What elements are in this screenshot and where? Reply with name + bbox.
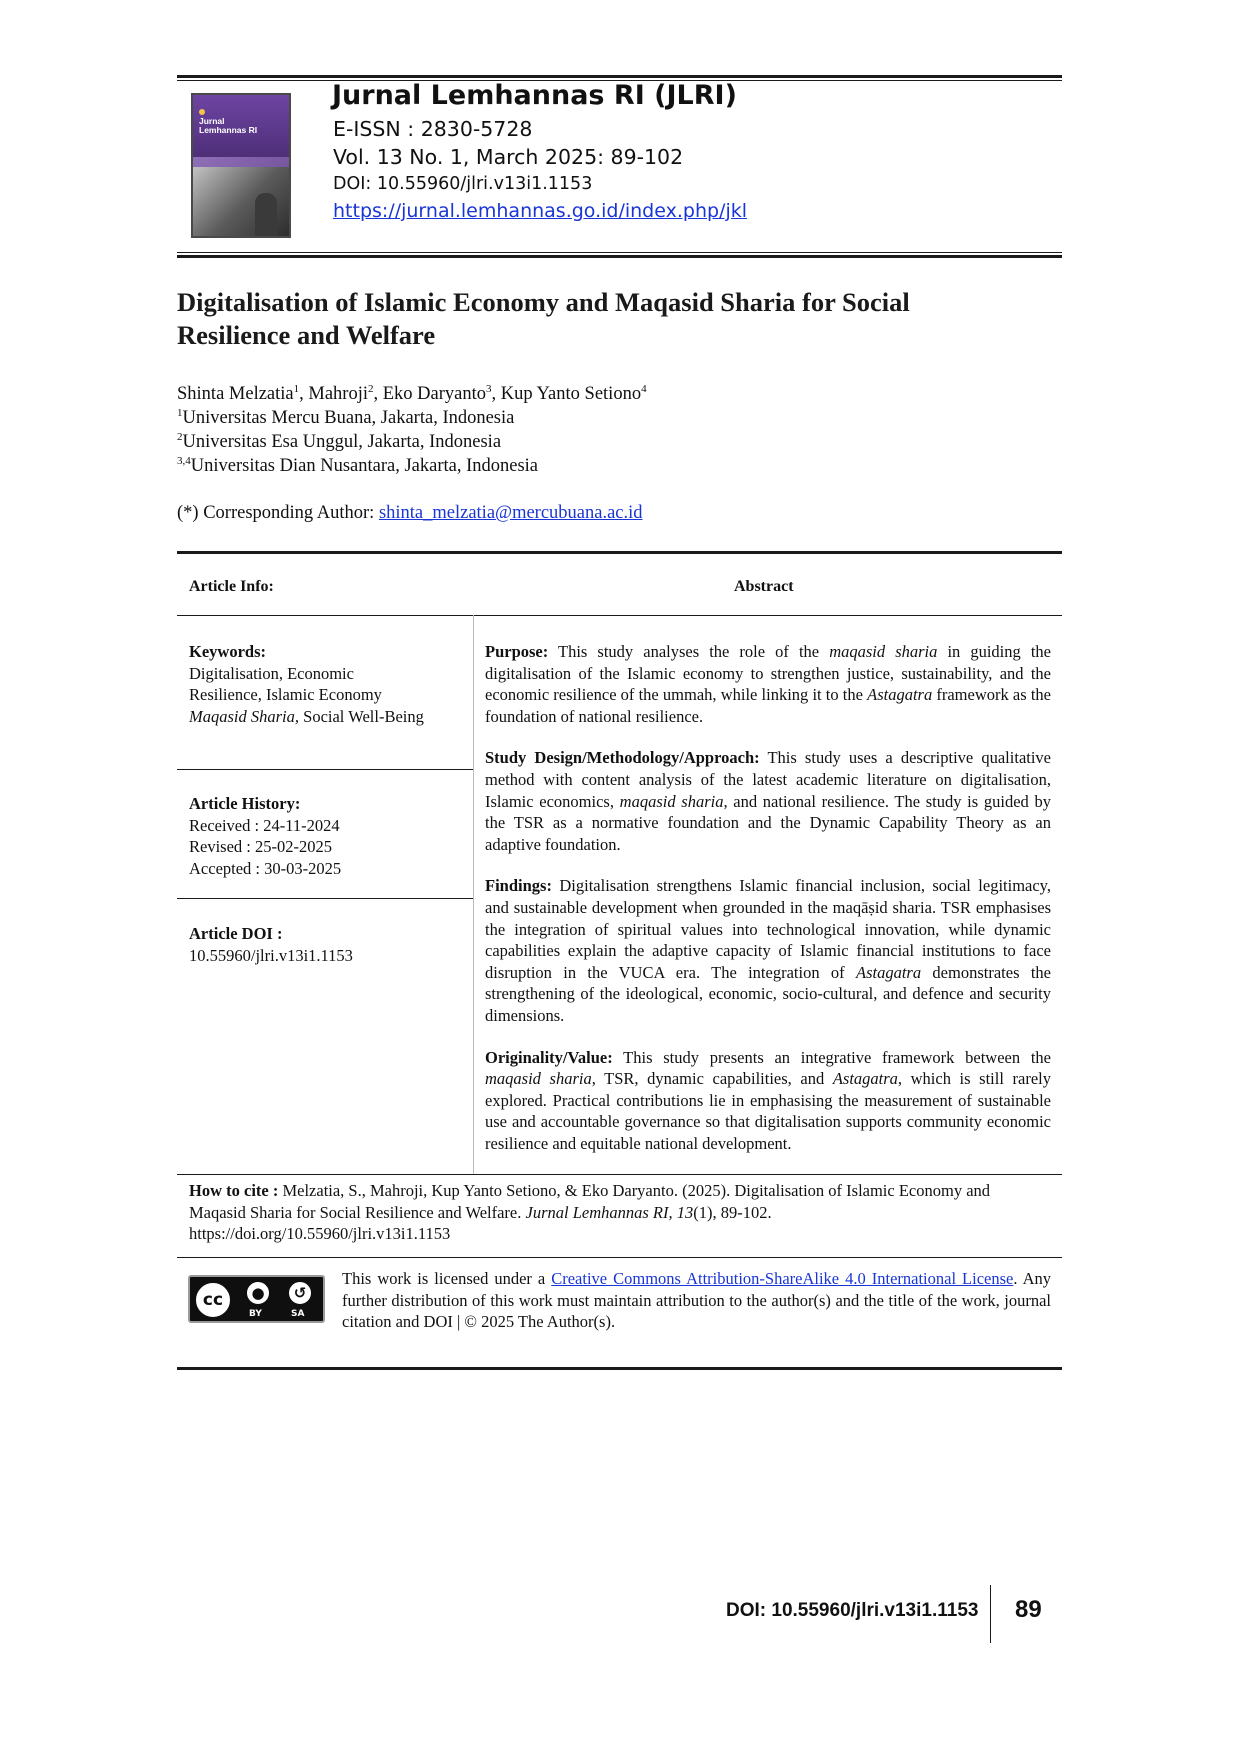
revised-date: Revised : 25-02-2025 xyxy=(189,837,332,856)
table-header-rule xyxy=(177,615,1062,616)
affiliation-3: $^{3,4}$Universitas Dian Nusantara, Jakarta, Indonesia xyxy=(177,455,539,477)
citation-bottom-rule xyxy=(177,1257,1062,1258)
abstract-design: Study Design/Methodology/Approach: This study uses a descriptive qualitative method with content analysis of the latest academic literature on digitalisation, Islamic economics, maqasid sharia, and national resilience. The study is guided by the TSR as a normative foundation and the Dynamic Capability Theory as an adaptive foundation. xyxy=(485,748,1052,854)
license-bottom-rule xyxy=(177,1367,1062,1370)
article-doi-value: 10.55960/jlri.v13i1.1153 xyxy=(189,945,353,965)
attribution-icon: ● xyxy=(244,1279,272,1307)
table-column-divider xyxy=(473,615,474,1175)
keywords-label: Keywords: xyxy=(189,642,266,661)
table-top-rule xyxy=(177,551,1062,554)
cover-title: Jurnal Lemhannas RI xyxy=(199,116,258,135)
how-to-cite-label: How to cite : xyxy=(189,1181,279,1200)
header-bottom-rule-thick xyxy=(177,255,1062,258)
author-name: Eko Daryanto xyxy=(382,384,486,405)
how-to-cite: How to cite : Melzatia, S., Mahroji, Kup Yanto Setiono, & Eko Daryanto. (2025). Digitalisation of Islamic Economy and Maqasid Sharia for Social Resilience and Welfare. Jurnal Lemhannas RI, 13(1), 89-102. https://doi.org/10.55960/jlri.v13i1.1153 xyxy=(189,1181,991,1243)
license-statement: This work is licensed under a Creative Commons Attribution-ShareAlike 4.0 International License. Any further distribution of this work must maintain attribution to the author(s) and the title of the work, journal citation and DOI | © 2025 The Author(s). xyxy=(342,1269,1051,1331)
abstract-findings: Findings: Digitalisation strengthens Islamic financial inclusion, social legitimacy, and sustainable development when grounded in the maqāṣid sharia. TSR emphasises the integration of spiritual values into technological innovation, while dynamic capabilities explain the adaptive capacity of Islamic financial institutions to face disruption in the VUCA era. The integration of Astagatra demonstrates the strengthening of the ideological, economic, socio-cultural, and defence and security dimensions. xyxy=(485,876,1051,1025)
corresponding-author: (*) Corresponding Author: shinta_melzatia@mercubuana.ac.id xyxy=(177,503,643,523)
affiliation-2: $^2$Universitas Esa Unggul, Jakarta, Indonesia xyxy=(177,431,502,453)
journal-url-link[interactable]: https://jurnal.lemhannas.go.id/index.php/jkl xyxy=(333,200,748,222)
abstract-originality: Originality/Value: This study presents an integrative framework between the maqasid sharia, TSR, dynamic capabilities, and Astagatra, which is still rarely explored. Practical contributions lie in emphasising the measurement of sustainable use and accountable governance so that digitalisation supports community economic resilience and equitable national development. xyxy=(485,1047,1051,1153)
abstract-purpose: Purpose: This study analyses the role of the maqasid sharia in guiding the digitalisation of the Islamic economy to strengthen justice, sustainability, and the economic resilience of the ummah, while linking it to the Astagatra framework as the foundation of national resilience. xyxy=(485,642,1051,726)
author-name: Kup Yanto Setiono xyxy=(500,384,642,405)
info-divider-2 xyxy=(177,898,473,899)
header-top-rule-thick xyxy=(177,75,1062,78)
footer-divider xyxy=(990,1585,991,1643)
abstract-body xyxy=(485,641,1051,1174)
history-label: Article History: xyxy=(189,794,301,813)
cover-figure xyxy=(255,193,277,238)
keywords-block: Keywords: Digitalisation, Economic Resilience, Islamic Economy Maqasid Sharia, Social Well-Being xyxy=(189,642,424,726)
article-doi-block xyxy=(189,923,464,966)
cc-license-link[interactable]: Creative Commons Attribution-ShareAlike 4.0 International License xyxy=(551,1269,1014,1288)
share-alike-icon: ↺ xyxy=(286,1279,314,1307)
paper-title: Digitalisation of Islamic Economy and Maqasid Sharia for Social Resilience and Welfare xyxy=(177,287,910,350)
cc-icon: cc xyxy=(193,1280,233,1320)
footer-doi: DOI: 10.55960/jlri.v13i1.1153 xyxy=(726,1600,979,1621)
corresponding-email-link[interactable]: shinta_melzatia@mercubuana.ac.id xyxy=(378,503,643,523)
abstract-header: Abstract xyxy=(734,578,794,595)
received-date: Received : 24-11-2024 xyxy=(189,815,340,835)
author-list: Shinta Melzatia$^1$, Mahroji$^2$, Eko Daryanto$^3$, Kup Yanto Setiono$^4$ xyxy=(177,383,647,405)
cc-by-sa-license-badge[interactable]: cc ● ↺ BY SA xyxy=(188,1275,325,1323)
journal-cover-image xyxy=(191,93,291,238)
journal-doi: DOI: 10.55960/jlri.v13i1.1153 xyxy=(333,174,593,194)
article-info-header: Article Info: xyxy=(189,578,274,595)
author-name: Shinta Melzatia xyxy=(177,384,294,405)
journal-title: Jurnal Lemhannas RI (JLRI) xyxy=(332,80,737,111)
info-divider-1 xyxy=(177,769,473,770)
journal-eissn: E-ISSN : 2830-5728 xyxy=(333,117,533,141)
page-number: 89 xyxy=(1015,1596,1042,1623)
author-name: Mahroji xyxy=(308,384,368,405)
citation-top-rule xyxy=(177,1174,1062,1175)
accepted-date: Accepted : 30-03-2025 xyxy=(189,858,342,878)
emblem-icon xyxy=(199,109,205,115)
journal-volume: Vol. 13 No. 1, March 2025: 89-102 xyxy=(333,145,684,169)
affiliation-1: $^1$Universitas Mercu Buana, Jakarta, Indonesia xyxy=(177,407,515,429)
citation-doi-url: https://doi.org/10.55960/jlri.v13i1.1153 xyxy=(189,1224,451,1243)
article-doi-label: Article DOI : xyxy=(189,924,283,943)
article-history-block xyxy=(189,793,464,879)
header-bottom-rule-thin xyxy=(177,252,1062,253)
